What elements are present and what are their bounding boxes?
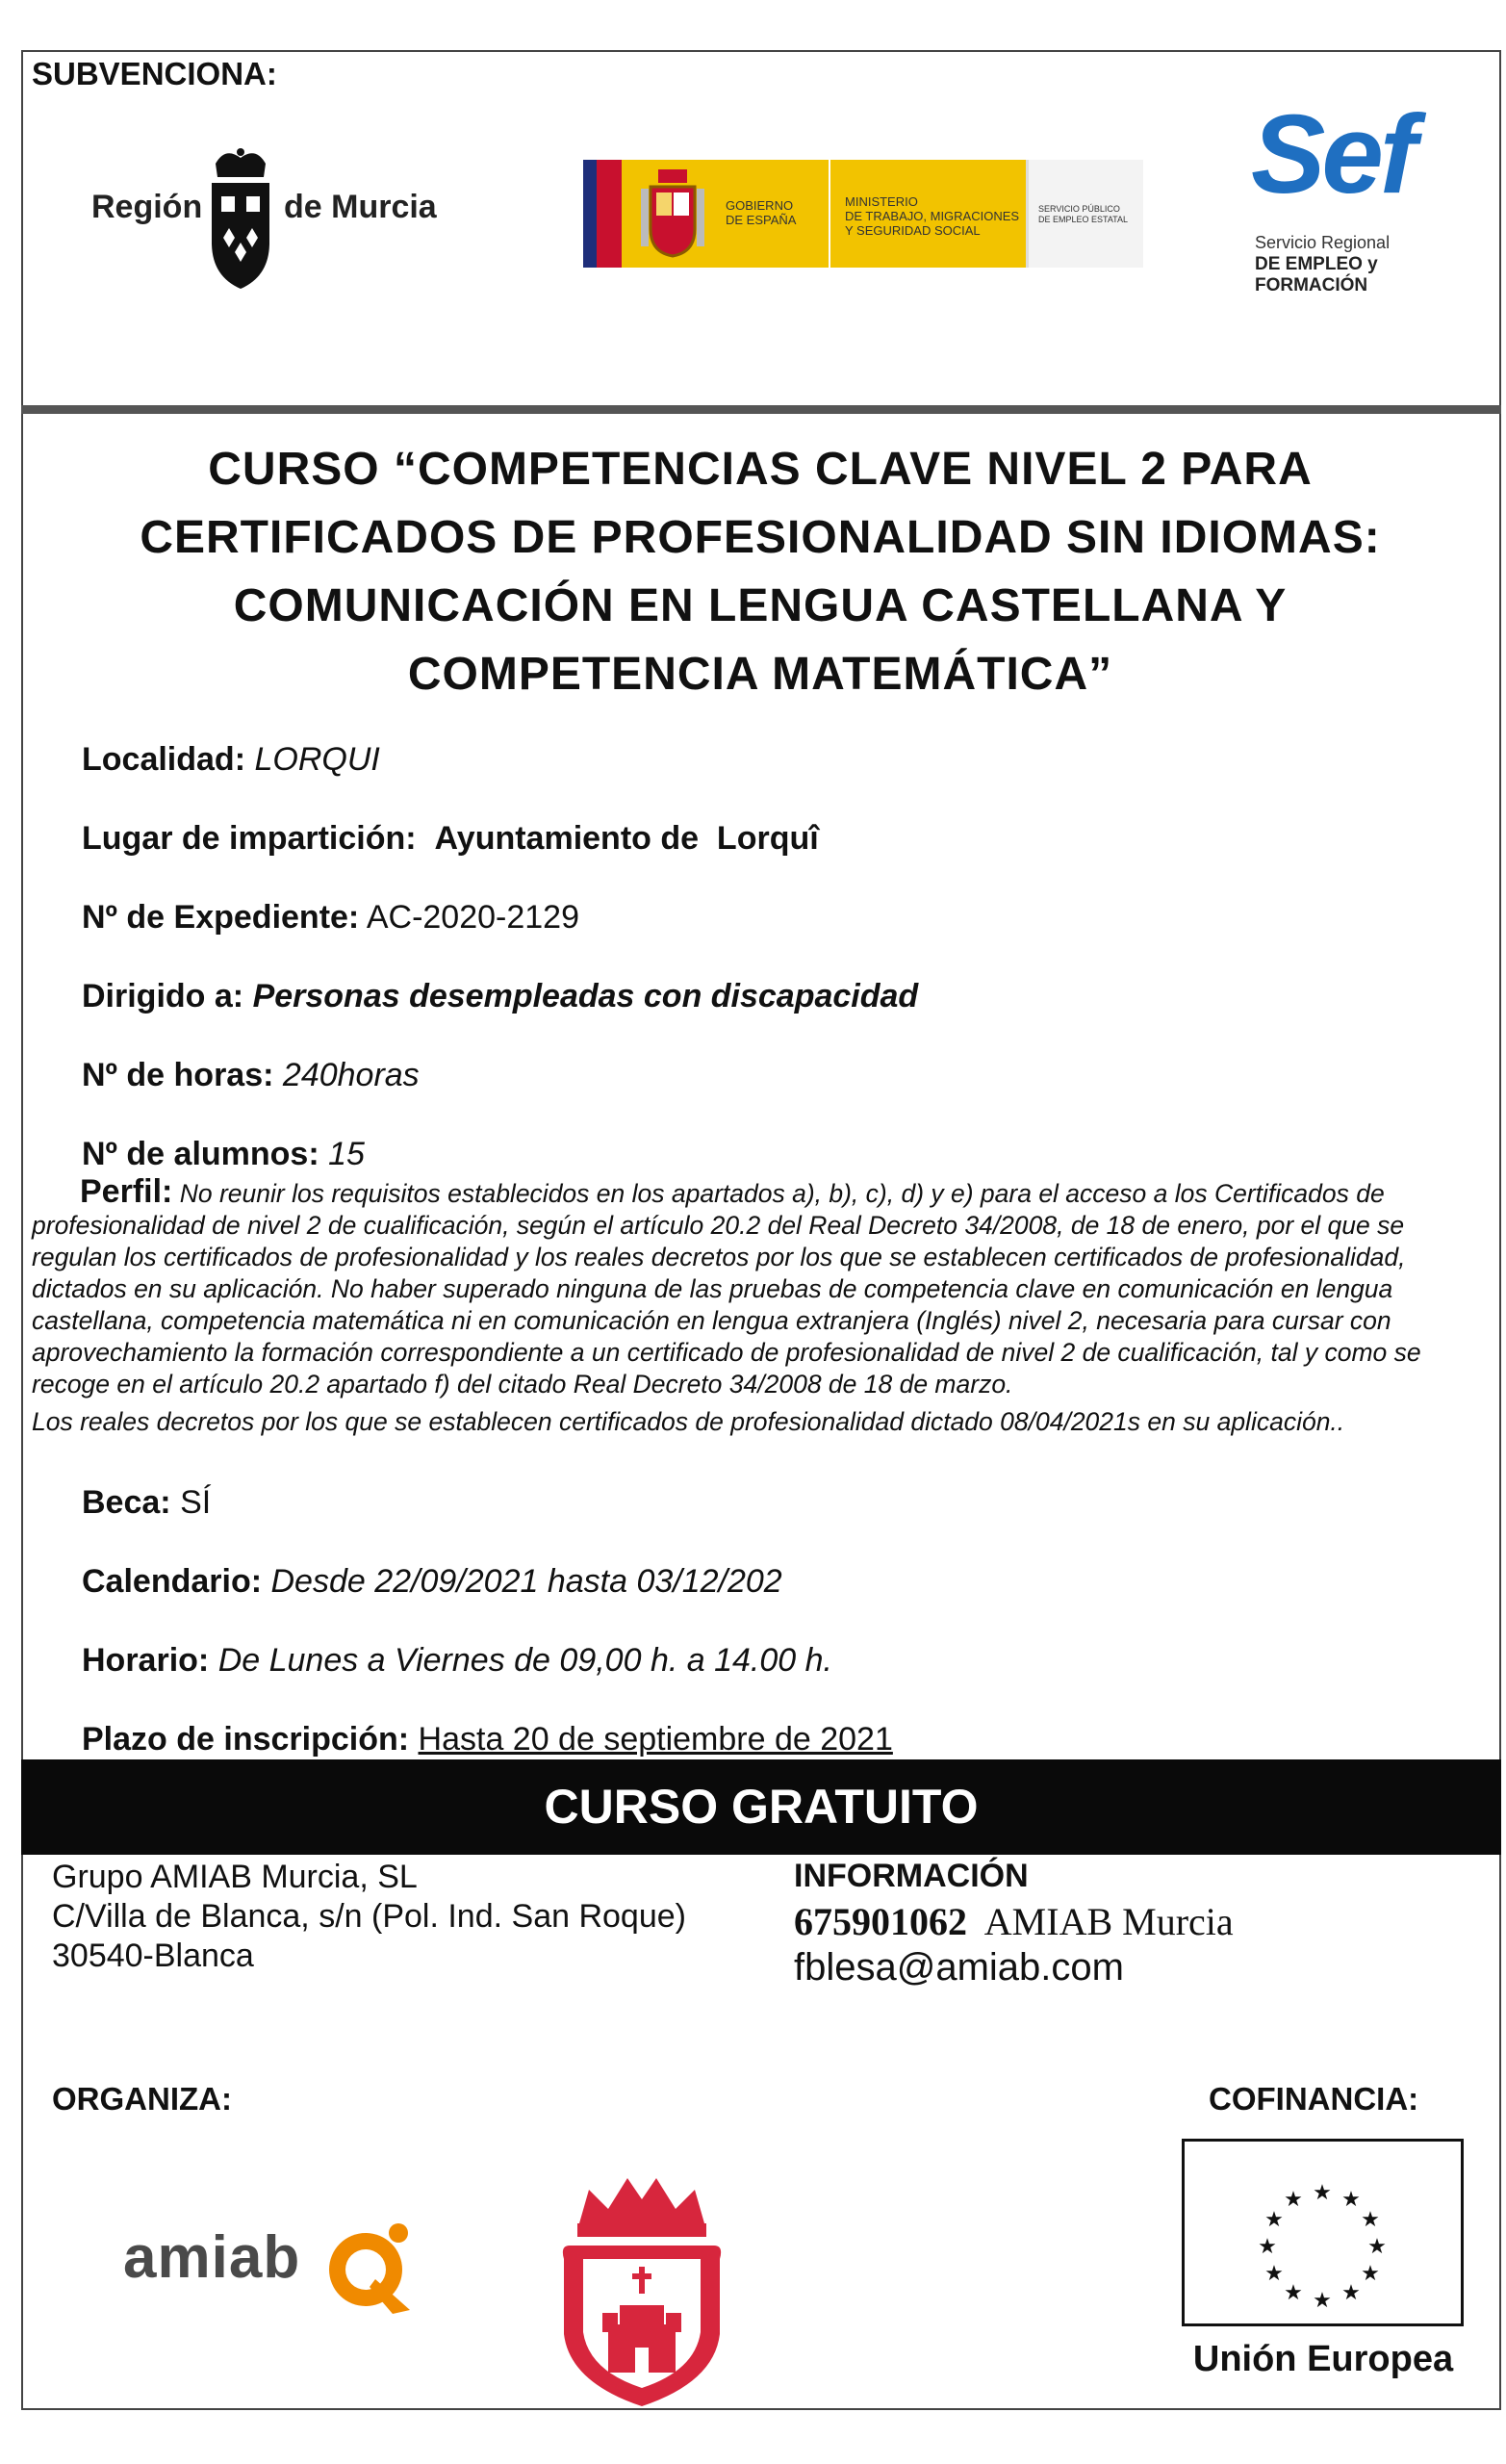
ministerio-text [845, 194, 1019, 238]
horario-label: Horario: [82, 1642, 210, 1679]
address-line-1: Grupo AMIAB Murcia, SL [52, 1859, 418, 1895]
svg-text:★: ★ [1361, 2208, 1380, 2232]
ministerio-line-1: MINISTERIO [845, 194, 918, 209]
svg-text:★: ★ [1341, 2281, 1361, 2305]
gobierno-espana-logo [583, 160, 1143, 268]
sef-subtitle-1: Servicio Regional [1255, 233, 1391, 252]
sef-subtitle-2: DE EMPLEO y FORMACIÓN [1255, 254, 1378, 295]
perfil-extra-text: Los reales decretos por los que se establecen certificados de profesionalidad dictado 08/04/2021s en su aplicación.. [32, 1407, 1345, 1436]
calendario-label: Calendario: [82, 1563, 263, 1600]
amiab-logo [123, 2204, 431, 2320]
plazo-value: Hasta 20 de septiembre de 2021 [418, 1721, 893, 1758]
svg-text:★: ★ [1361, 2262, 1380, 2286]
sef-wordmark: Sef [1251, 91, 1414, 217]
lugar-label: Lugar de impartición: [82, 820, 417, 857]
svg-text:★: ★ [1284, 2281, 1303, 2305]
region-murcia-shield-icon [202, 146, 279, 291]
svg-text:★: ★ [1264, 2208, 1284, 2232]
sef-logo [1251, 91, 1482, 295]
lugar-value: Ayuntamiento de Lorquî [434, 820, 819, 857]
spain-flag-stripe [583, 160, 597, 268]
eu-flag [1182, 2139, 1464, 2326]
horario-row [82, 1642, 832, 1680]
localidad-row [82, 741, 380, 779]
localidad-label: Localidad: [82, 741, 246, 778]
svg-text:★: ★ [1313, 2289, 1332, 2313]
sepe-block [1026, 160, 1143, 268]
svg-text:★: ★ [1367, 2235, 1387, 2259]
horas-label: Nº de horas: [82, 1057, 274, 1093]
region-murcia-text-left: Región [91, 189, 203, 225]
course-title [38, 435, 1482, 708]
course-title-line-4: COMPETENCIA MATEMÁTICA” [407, 649, 1113, 700]
perfil-text: No reunir los requisitos establecidos en los apartados a), b), c), d) y e) para el acceso a los Certificados de profesionalidad de nivel 2 de cualificación, según el artículo 20.2 del Real Decreto 34/2008, de 18 de enero, por el que se regulan los certificados de profesionalidad y los reales decretos por los que se establecen certificados de profesionalidad, dictados en su aplicación. No haber superado ninguna de las pruebas de competencia clave en comunicación en lengua castellana, competencia matemática ni en comunicación en lengua extranjera (Inglés) nivel 2, necesaria para cursar con aprovechamiento la formación correspondiente a un certificado de profesionalidad de nivel 2 de cualificación, tal y como se recoge en el artículo 20.2 apartado f) del citado Real Decreto 34/2008 de 18 de marzo. [32, 1179, 1421, 1399]
course-title-line-3: COMUNICACIÓN EN LENGUA CASTELLANA Y [233, 580, 1288, 631]
address-line-3: 30540-Blanca [52, 1938, 254, 1974]
dirigido-row [82, 978, 918, 1015]
gobierno-text: GOBIERNO DE ESPAÑA [726, 198, 797, 227]
horario-value: De Lunes a Viernes de 09,00 h. a 14.00 h. [217, 1642, 832, 1679]
subvenciona-label: SUBVENCIONA: [32, 56, 277, 91]
region-murcia-logo [91, 146, 438, 291]
plazo-row [82, 1721, 893, 1758]
info-phone-line [794, 1899, 1234, 1944]
header-divider [21, 405, 1501, 414]
region-murcia-text-right: de Murcia [284, 189, 437, 225]
dirigido-label: Dirigido a: [82, 978, 244, 1014]
calendario-row [82, 1563, 782, 1601]
spain-coat-of-arms-icon [639, 169, 706, 258]
alumnos-row [82, 1136, 365, 1173]
alumnos-value: 15 [328, 1136, 365, 1172]
organizer-address [52, 1858, 686, 1976]
sepe-line-2: DE EMPLEO ESTATAL [1038, 215, 1129, 224]
sepe-line-1: SERVICIO PÚBLICO [1038, 204, 1120, 214]
spain-red-stripe [597, 160, 622, 268]
contact-email[interactable]: fblesa@amiab.com [794, 1946, 1124, 1989]
ministerio-line-3: Y SEGURIDAD SOCIAL [845, 223, 981, 238]
expediente-row [82, 899, 579, 937]
expediente-label: Nº de Expediente: [82, 899, 360, 936]
eu-label: Unión Europea [1192, 2339, 1454, 2379]
svg-text:★: ★ [1341, 2188, 1361, 2212]
organiza-label: ORGANIZA: [52, 2081, 232, 2117]
info-block [794, 1858, 1234, 1989]
lorqui-coat-of-arms-icon [550, 2170, 733, 2411]
address-line-2: C/Villa de Blanca, s/n (Pol. Ind. San Roque) [52, 1898, 686, 1935]
perfil-label: Perfil: [80, 1173, 173, 1210]
expediente-value: AC-2020-2129 [366, 899, 579, 936]
beca-row [82, 1484, 211, 1522]
phone-organization: AMIAB Murcia [983, 1900, 1234, 1943]
horas-value: 240horas [282, 1057, 420, 1093]
beca-label: Beca: [82, 1484, 171, 1521]
free-course-banner: CURSO GRATUITO [21, 1759, 1501, 1855]
course-title-line-1: CURSO “COMPETENCIAS CLAVE NIVEL 2 PARA [208, 444, 1313, 495]
dirigido-value: Personas desempleadas con discapacidad [252, 978, 919, 1014]
svg-text:★: ★ [1313, 2181, 1332, 2205]
calendario-value: Desde 22/09/2021 hasta 03/12/202 [270, 1563, 782, 1600]
localidad-value: LORQUI [254, 741, 380, 778]
amiab-wordmark: amiab [123, 2224, 301, 2291]
perfil-paragraph [32, 1173, 1490, 1400]
phone-number[interactable]: 675901062 [794, 1900, 967, 1943]
lugar-row [82, 820, 819, 858]
beca-value: SÍ [180, 1484, 212, 1521]
course-title-line-2: CERTIFICADOS DE PROFESIONALIDAD SIN IDIOMAS: [140, 512, 1381, 563]
amiab-symbol-icon [316, 2214, 421, 2320]
horas-row [82, 1057, 420, 1094]
eu-stars-icon [1185, 2142, 1461, 2323]
svg-text:★: ★ [1264, 2262, 1284, 2286]
alumnos-label: Nº de alumnos: [82, 1136, 319, 1172]
svg-text:★: ★ [1284, 2188, 1303, 2212]
ministry-divider [829, 160, 830, 268]
info-heading: INFORMACIÓN [794, 1858, 1029, 1894]
svg-text:★: ★ [1258, 2235, 1277, 2259]
plazo-label: Plazo de inscripción: [82, 1721, 410, 1758]
cofinancia-label: COFINANCIA: [1209, 2081, 1419, 2117]
ministerio-line-2: DE TRABAJO, MIGRACIONES [845, 209, 1020, 223]
